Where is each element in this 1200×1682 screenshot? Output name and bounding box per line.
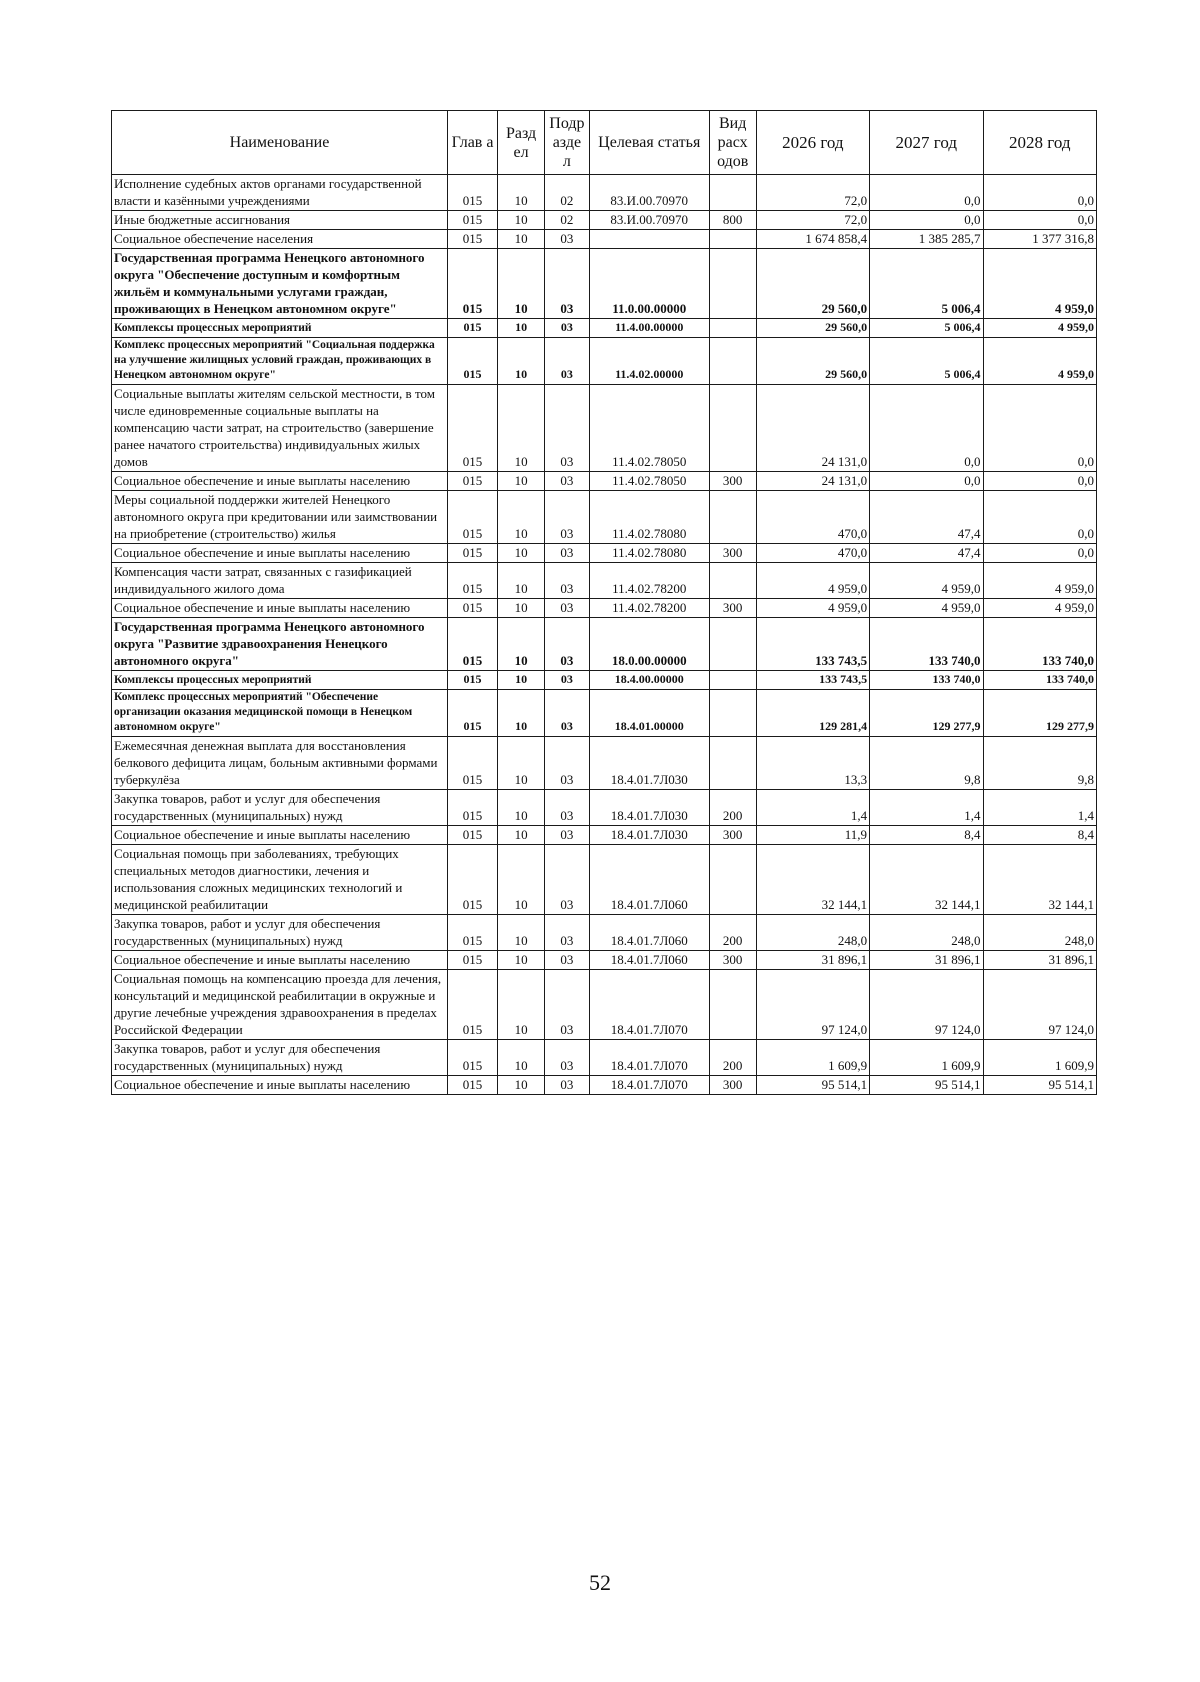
cell-celevaya-statya: 11.4.02.78050 (589, 385, 709, 472)
cell-glava: 015 (447, 1076, 497, 1095)
cell-name: Социальное обеспечение населения (112, 230, 448, 249)
cell-celevaya-statya: 83.И.00.70970 (589, 211, 709, 230)
table-row (112, 319, 1097, 338)
cell-vid-rashodov (709, 338, 756, 385)
cell-vid-rashodov: 800 (709, 211, 756, 230)
cell-name: Государственная программа Ненецкого автономного округа "Обеспечение доступным и комфортным жильём и коммунальными услугами граждан, проживающих в Ненецком автономном округе" (112, 249, 448, 319)
cell-year-2028: 4 959,0 (983, 563, 1097, 599)
cell-year-2026: 129 281,4 (756, 690, 869, 737)
cell-podrazdel: 03 (545, 737, 590, 790)
cell-celevaya-statya: 18.4.01.7Л070 (589, 1040, 709, 1076)
cell-glava: 015 (447, 563, 497, 599)
cell-year-2028: 8,4 (983, 826, 1097, 845)
cell-glava: 015 (447, 737, 497, 790)
cell-celevaya-statya: 11.4.02.78200 (589, 563, 709, 599)
cell-glava: 015 (447, 472, 497, 491)
cell-year-2028: 0,0 (983, 211, 1097, 230)
cell-podrazdel: 03 (545, 563, 590, 599)
cell-podrazdel: 03 (545, 249, 590, 319)
cell-celevaya-statya: 18.4.01.7Л030 (589, 826, 709, 845)
cell-razdel: 10 (498, 563, 545, 599)
cell-razdel: 10 (498, 951, 545, 970)
table-row (112, 472, 1097, 491)
cell-name: Социальное обеспечение и иные выплаты населению (112, 951, 448, 970)
cell-vid-rashodov (709, 690, 756, 737)
cell-year-2026: 29 560,0 (756, 319, 869, 338)
cell-vid-rashodov (709, 970, 756, 1040)
table-header-row (112, 111, 1097, 175)
header-celevaya-statya: Целевая статья (589, 111, 709, 175)
cell-name: Меры социальной поддержки жителей Ненецкого автономного округа при кредитовании или заимствовании на приобретение (строительство) жилья (112, 491, 448, 544)
cell-celevaya-statya: 18.4.01.7Л060 (589, 915, 709, 951)
cell-year-2026: 97 124,0 (756, 970, 869, 1040)
cell-vid-rashodov: 200 (709, 915, 756, 951)
cell-year-2028: 0,0 (983, 491, 1097, 544)
cell-year-2026: 32 144,1 (756, 845, 869, 915)
cell-year-2027: 0,0 (870, 385, 983, 472)
cell-name: Социальное обеспечение и иные выплаты населению (112, 472, 448, 491)
cell-celevaya-statya: 18.4.01.7Л030 (589, 790, 709, 826)
cell-year-2027: 47,4 (870, 491, 983, 544)
cell-celevaya-statya: 11.0.00.00000 (589, 249, 709, 319)
cell-year-2026: 72,0 (756, 211, 869, 230)
cell-year-2027: 95 514,1 (870, 1076, 983, 1095)
cell-year-2027: 31 896,1 (870, 951, 983, 970)
cell-celevaya-statya: 11.4.02.78200 (589, 599, 709, 618)
cell-podrazdel: 03 (545, 338, 590, 385)
cell-razdel: 10 (498, 175, 545, 211)
cell-razdel: 10 (498, 826, 545, 845)
table-row (112, 230, 1097, 249)
cell-razdel: 10 (498, 1040, 545, 1076)
cell-glava: 015 (447, 970, 497, 1040)
table-row (112, 249, 1097, 319)
cell-podrazdel: 03 (545, 472, 590, 491)
table-row (112, 970, 1097, 1040)
cell-year-2026: 13,3 (756, 737, 869, 790)
cell-name: Социальная помощь на компенсацию проезда для лечения, консультаций и медицинской реабилитации в окружные и другие лечебные учреждения здравоохранения в пределах Российской Федерации (112, 970, 448, 1040)
cell-podrazdel: 02 (545, 211, 590, 230)
cell-celevaya-statya: 18.4.01.7Л030 (589, 737, 709, 790)
cell-razdel: 10 (498, 915, 545, 951)
cell-vid-rashodov (709, 845, 756, 915)
table-row (112, 737, 1097, 790)
cell-celevaya-statya: 18.4.01.7Л060 (589, 845, 709, 915)
cell-year-2028: 97 124,0 (983, 970, 1097, 1040)
cell-glava: 015 (447, 690, 497, 737)
cell-razdel: 10 (498, 249, 545, 319)
cell-year-2027: 1 609,9 (870, 1040, 983, 1076)
cell-vid-rashodov: 300 (709, 826, 756, 845)
cell-name: Социальное обеспечение и иные выплаты населению (112, 826, 448, 845)
cell-year-2027: 133 740,0 (870, 618, 983, 671)
cell-year-2027: 4 959,0 (870, 599, 983, 618)
cell-razdel: 10 (498, 230, 545, 249)
cell-name: Социальное обеспечение и иные выплаты населению (112, 1076, 448, 1095)
cell-year-2026: 133 743,5 (756, 671, 869, 690)
cell-podrazdel: 03 (545, 599, 590, 618)
cell-year-2028: 248,0 (983, 915, 1097, 951)
cell-year-2027: 129 277,9 (870, 690, 983, 737)
cell-glava: 015 (447, 319, 497, 338)
header-name: Наименование (112, 111, 448, 175)
cell-year-2026: 133 743,5 (756, 618, 869, 671)
cell-year-2026: 95 514,1 (756, 1076, 869, 1095)
cell-name: Комплекс процессных мероприятий "Обеспечение организации оказания медицинской помощи в Ненецком автономном округе" (112, 690, 448, 737)
cell-vid-rashodov (709, 319, 756, 338)
cell-year-2028: 133 740,0 (983, 618, 1097, 671)
cell-year-2026: 29 560,0 (756, 338, 869, 385)
cell-vid-rashodov (709, 618, 756, 671)
cell-vid-rashodov (709, 671, 756, 690)
cell-year-2028: 4 959,0 (983, 249, 1097, 319)
cell-glava: 015 (447, 915, 497, 951)
cell-razdel: 10 (498, 385, 545, 472)
cell-podrazdel: 03 (545, 1076, 590, 1095)
cell-podrazdel: 03 (545, 970, 590, 1040)
cell-vid-rashodov (709, 385, 756, 472)
cell-glava: 015 (447, 826, 497, 845)
cell-glava: 015 (447, 385, 497, 472)
cell-celevaya-statya: 18.4.01.7Л070 (589, 1076, 709, 1095)
cell-year-2027: 4 959,0 (870, 563, 983, 599)
cell-podrazdel: 03 (545, 385, 590, 472)
cell-year-2026: 470,0 (756, 544, 869, 563)
cell-name: Закупка товаров, работ и услуг для обеспечения государственных (муниципальных) нужд (112, 1040, 448, 1076)
cell-year-2028: 0,0 (983, 385, 1097, 472)
cell-year-2027: 0,0 (870, 211, 983, 230)
cell-celevaya-statya: 11.4.02.00000 (589, 338, 709, 385)
cell-razdel: 10 (498, 970, 545, 1040)
cell-year-2027: 5 006,4 (870, 338, 983, 385)
cell-year-2028: 0,0 (983, 544, 1097, 563)
cell-razdel: 10 (498, 338, 545, 385)
header-vid-rashodov: Вид расх одов (709, 111, 756, 175)
cell-year-2026: 1,4 (756, 790, 869, 826)
cell-name: Компенсация части затрат, связанных с газификацией индивидуального жилого дома (112, 563, 448, 599)
cell-glava: 015 (447, 1040, 497, 1076)
cell-podrazdel: 03 (545, 690, 590, 737)
cell-year-2028: 31 896,1 (983, 951, 1097, 970)
cell-year-2027: 1,4 (870, 790, 983, 826)
cell-name: Социальное обеспечение и иные выплаты населению (112, 599, 448, 618)
table-row (112, 951, 1097, 970)
cell-glava: 015 (447, 599, 497, 618)
cell-glava: 015 (447, 618, 497, 671)
cell-razdel: 10 (498, 319, 545, 338)
table-row (112, 845, 1097, 915)
cell-year-2028: 0,0 (983, 175, 1097, 211)
cell-podrazdel: 03 (545, 845, 590, 915)
cell-year-2028: 32 144,1 (983, 845, 1097, 915)
cell-celevaya-statya: 11.4.02.78050 (589, 472, 709, 491)
cell-vid-rashodov: 300 (709, 544, 756, 563)
cell-vid-rashodov (709, 563, 756, 599)
cell-year-2026: 72,0 (756, 175, 869, 211)
table-row (112, 491, 1097, 544)
header-glava: Глав а (447, 111, 497, 175)
table-row (112, 1040, 1097, 1076)
header-year-2028: 2028 год (983, 111, 1097, 175)
cell-name: Закупка товаров, работ и услуг для обеспечения государственных (муниципальных) нужд (112, 790, 448, 826)
cell-glava: 015 (447, 249, 497, 319)
cell-podrazdel: 03 (545, 915, 590, 951)
cell-year-2026: 31 896,1 (756, 951, 869, 970)
cell-vid-rashodov (709, 491, 756, 544)
cell-year-2027: 5 006,4 (870, 319, 983, 338)
page-number: 52 (589, 1570, 611, 1595)
header-razdel: Разд ел (498, 111, 545, 175)
table-row (112, 826, 1097, 845)
cell-year-2027: 1 385 285,7 (870, 230, 983, 249)
budget-table (111, 110, 1097, 1095)
cell-vid-rashodov: 300 (709, 951, 756, 970)
cell-razdel: 10 (498, 737, 545, 790)
cell-year-2028: 1 609,9 (983, 1040, 1097, 1076)
cell-glava: 015 (447, 338, 497, 385)
cell-glava: 015 (447, 951, 497, 970)
cell-year-2027: 9,8 (870, 737, 983, 790)
table-row (112, 618, 1097, 671)
cell-celevaya-statya: 18.4.00.00000 (589, 671, 709, 690)
table-row (112, 544, 1097, 563)
cell-razdel: 10 (498, 618, 545, 671)
cell-year-2028: 133 740,0 (983, 671, 1097, 690)
cell-year-2027: 8,4 (870, 826, 983, 845)
cell-year-2026: 24 131,0 (756, 385, 869, 472)
cell-celevaya-statya: 18.4.01.7Л060 (589, 951, 709, 970)
table-row (112, 175, 1097, 211)
cell-podrazdel: 03 (545, 319, 590, 338)
cell-razdel: 10 (498, 1076, 545, 1095)
cell-celevaya-statya: 83.И.00.70970 (589, 175, 709, 211)
table-row (112, 211, 1097, 230)
table-body (112, 175, 1097, 1095)
header-year-2026: 2026 год (756, 111, 869, 175)
cell-year-2028: 4 959,0 (983, 599, 1097, 618)
cell-glava: 015 (447, 671, 497, 690)
cell-glava: 015 (447, 211, 497, 230)
cell-celevaya-statya: 11.4.02.78080 (589, 491, 709, 544)
cell-glava: 015 (447, 230, 497, 249)
cell-name: Закупка товаров, работ и услуг для обеспечения государственных (муниципальных) нужд (112, 915, 448, 951)
cell-name: Комплексы процессных мероприятий (112, 319, 448, 338)
cell-celevaya-statya: 11.4.02.78080 (589, 544, 709, 563)
cell-year-2028: 9,8 (983, 737, 1097, 790)
cell-year-2028: 95 514,1 (983, 1076, 1097, 1095)
cell-year-2027: 97 124,0 (870, 970, 983, 1040)
cell-vid-rashodov (709, 737, 756, 790)
cell-glava: 015 (447, 491, 497, 544)
cell-vid-rashodov (709, 230, 756, 249)
cell-podrazdel: 03 (545, 1040, 590, 1076)
cell-name: Социальное обеспечение и иные выплаты населению (112, 544, 448, 563)
cell-celevaya-statya: 18.4.01.7Л070 (589, 970, 709, 1040)
table-row (112, 1076, 1097, 1095)
cell-year-2026: 11,9 (756, 826, 869, 845)
cell-razdel: 10 (498, 845, 545, 915)
cell-name: Социальная помощь при заболеваниях, требующих специальных методов диагностики, лечения и использования сложных медицинских технологий и медицинской реабилитации (112, 845, 448, 915)
cell-year-2028: 1,4 (983, 790, 1097, 826)
cell-podrazdel: 03 (545, 491, 590, 544)
cell-year-2026: 24 131,0 (756, 472, 869, 491)
cell-name: Исполнение судебных актов органами государственной власти и казёнными учреждениями (112, 175, 448, 211)
cell-name: Комплексы процессных мероприятий (112, 671, 448, 690)
budget-table-sheet (111, 110, 1097, 1095)
cell-year-2027: 0,0 (870, 472, 983, 491)
cell-year-2027: 133 740,0 (870, 671, 983, 690)
cell-podrazdel: 03 (545, 618, 590, 671)
cell-name: Комплекс процессных мероприятий "Социальная поддержка на улучшение жилищных условий граждан, проживающих в Ненецком автономном округе" (112, 338, 448, 385)
cell-podrazdel: 02 (545, 175, 590, 211)
cell-podrazdel: 03 (545, 544, 590, 563)
table-row (112, 671, 1097, 690)
cell-year-2027: 5 006,4 (870, 249, 983, 319)
cell-razdel: 10 (498, 491, 545, 544)
cell-year-2028: 4 959,0 (983, 338, 1097, 385)
cell-razdel: 10 (498, 690, 545, 737)
cell-year-2026: 1 674 858,4 (756, 230, 869, 249)
cell-celevaya-statya: 11.4.00.00000 (589, 319, 709, 338)
cell-glava: 015 (447, 845, 497, 915)
cell-razdel: 10 (498, 671, 545, 690)
cell-razdel: 10 (498, 544, 545, 563)
table-row (112, 915, 1097, 951)
cell-glava: 015 (447, 790, 497, 826)
table-row (112, 563, 1097, 599)
cell-year-2028: 4 959,0 (983, 319, 1097, 338)
cell-year-2026: 4 959,0 (756, 563, 869, 599)
cell-vid-rashodov (709, 175, 756, 211)
cell-year-2026: 248,0 (756, 915, 869, 951)
cell-year-2026: 470,0 (756, 491, 869, 544)
cell-vid-rashodov: 300 (709, 472, 756, 491)
cell-vid-rashodov: 300 (709, 599, 756, 618)
cell-year-2026: 1 609,9 (756, 1040, 869, 1076)
cell-podrazdel: 03 (545, 671, 590, 690)
cell-year-2027: 248,0 (870, 915, 983, 951)
cell-year-2028: 1 377 316,8 (983, 230, 1097, 249)
table-row (112, 599, 1097, 618)
cell-name: Государственная программа Ненецкого автономного округа "Развитие здравоохранения Ненецкого автономного округа" (112, 618, 448, 671)
cell-celevaya-statya: 18.0.00.00000 (589, 618, 709, 671)
cell-name: Ежемесячная денежная выплата для восстановления белкового дефицита лицам, больным активными формами туберкулёза (112, 737, 448, 790)
cell-vid-rashodov: 200 (709, 1040, 756, 1076)
cell-razdel: 10 (498, 211, 545, 230)
cell-razdel: 10 (498, 599, 545, 618)
cell-podrazdel: 03 (545, 230, 590, 249)
cell-name: Иные бюджетные ассигнования (112, 211, 448, 230)
table-row (112, 790, 1097, 826)
cell-glava: 015 (447, 544, 497, 563)
cell-celevaya-statya: 18.4.01.00000 (589, 690, 709, 737)
cell-vid-rashodov (709, 249, 756, 319)
cell-razdel: 10 (498, 472, 545, 491)
cell-year-2028: 0,0 (983, 472, 1097, 491)
cell-celevaya-statya (589, 230, 709, 249)
cell-year-2027: 0,0 (870, 175, 983, 211)
table-row (112, 338, 1097, 385)
cell-podrazdel: 03 (545, 790, 590, 826)
cell-year-2027: 32 144,1 (870, 845, 983, 915)
header-podrazdel: Подр азде л (545, 111, 590, 175)
cell-year-2027: 47,4 (870, 544, 983, 563)
table-row (112, 690, 1097, 737)
cell-podrazdel: 03 (545, 951, 590, 970)
cell-year-2026: 29 560,0 (756, 249, 869, 319)
cell-vid-rashodov: 200 (709, 790, 756, 826)
cell-podrazdel: 03 (545, 826, 590, 845)
header-year-2027: 2027 год (870, 111, 983, 175)
cell-year-2028: 129 277,9 (983, 690, 1097, 737)
cell-vid-rashodov: 300 (709, 1076, 756, 1095)
table-row (112, 385, 1097, 472)
cell-razdel: 10 (498, 790, 545, 826)
cell-glava: 015 (447, 175, 497, 211)
cell-year-2026: 4 959,0 (756, 599, 869, 618)
cell-name: Социальные выплаты жителям сельской местности, в том числе единовременные социальные выплаты на компенсацию части затрат, на строительство (завершение ранее начатого строительства) индивидуальных жилых домов (112, 385, 448, 472)
